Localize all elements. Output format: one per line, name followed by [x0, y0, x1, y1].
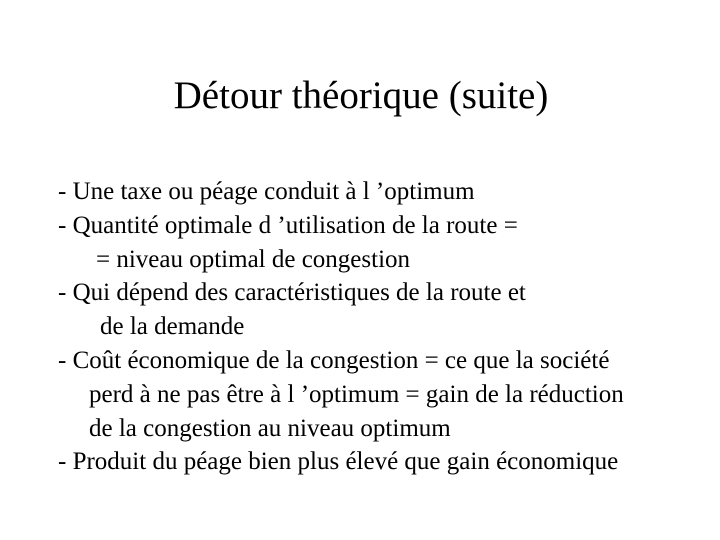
slide-body: [58, 175, 708, 479]
continuation-line: de la demande: [100, 313, 245, 341]
continuation-line: de la congestion au niveau optimum: [89, 414, 451, 442]
bullet-line: - Une taxe ou péage conduit à l ’optimum: [58, 178, 475, 205]
bullet-line: - Coût économique de la congestion = ce que la société: [58, 346, 610, 374]
bullet-line: - Quantité optimale d ’utilisation de la route =: [58, 211, 518, 239]
bullet-line: - Qui dépend des caractéristiques de la route et: [58, 279, 526, 307]
continuation-line: perd à ne pas être à l ’optimum = gain de la réduction: [89, 380, 624, 408]
slide-title: Détour théorique (suite): [173, 74, 549, 117]
bullet-line: - Produit du péage bien plus élevé que gain économique: [58, 448, 619, 476]
continuation-line: = niveau optimal de congestion: [96, 245, 411, 273]
